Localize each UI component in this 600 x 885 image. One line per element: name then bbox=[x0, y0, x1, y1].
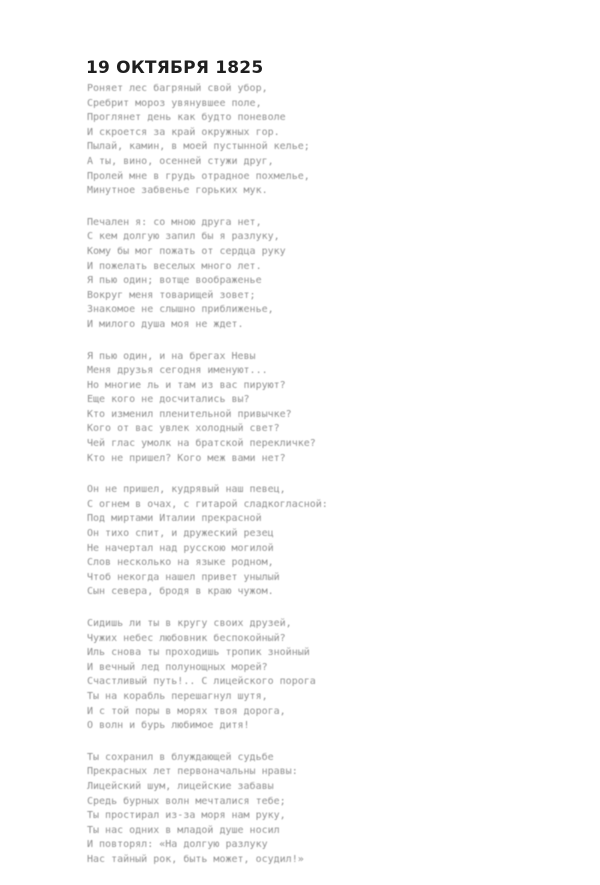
poem-line: С огнем в очах, с гитарой сладкогласной: bbox=[87, 498, 328, 510]
poem-line: Чтоб некогда нашел привет унылый bbox=[87, 571, 280, 583]
poem-line: Знакомое не слышно приближенье, bbox=[87, 304, 274, 316]
poem-line: Я пью один, и на брегах Невы bbox=[87, 350, 256, 362]
poem-line: Ты на корабль перешагнул шутя, bbox=[87, 690, 268, 702]
poem-line: Ты сохранил в блуждающей судьбе bbox=[87, 751, 274, 763]
poem-line: Кто не пришел? Кого меж вами нет? bbox=[87, 452, 286, 464]
poem-line: Слов несколько на языке родном, bbox=[87, 557, 274, 569]
poem-line: Кто изменил пленительной привычке? bbox=[87, 408, 292, 420]
poem-line: Нас тайный рок, быть может, осудил!» bbox=[87, 853, 304, 865]
poem-line: Чей глас умолк на братской перекличке? bbox=[87, 438, 316, 450]
poem-line: Счастливый путь!.. С лицейского порога bbox=[87, 676, 316, 688]
poem-line: Сребрит мороз увянувшее поле, bbox=[87, 97, 262, 109]
poem-line: И пожелать веселых много лет. bbox=[87, 260, 262, 272]
poem-line: Пролей мне в грудь отрадное похмелье, bbox=[87, 170, 310, 182]
poem-line: Печален я: со мною друга нет, bbox=[87, 216, 262, 228]
poem-line: Кому бы мог пожать от сердца руку bbox=[87, 245, 286, 257]
poem-line: Вокруг меня товарищей зовет; bbox=[87, 289, 256, 301]
poem-line: Еще кого не досчитались вы? bbox=[87, 394, 250, 406]
stanza-2 bbox=[87, 216, 387, 333]
poem-line: С кем долгую запил бы я разлуку, bbox=[87, 231, 280, 243]
poem-line: Проглянет день как будто поневоле bbox=[87, 112, 286, 124]
poem-line: Я пью один; вотще воображенье bbox=[87, 275, 262, 287]
poem-line: И милого душа моя не ждет. bbox=[87, 318, 244, 330]
poem-title: 19 ОКТЯБРЯ 1825 bbox=[86, 58, 264, 78]
stanza-1 bbox=[87, 82, 387, 199]
poem-line: Пылай, камин, в моей пустынной келье; bbox=[87, 141, 310, 153]
poem-line: Лицейский шум, лицейские забавы bbox=[87, 780, 274, 792]
poem-line: Он тихо спит, и дружеский резец bbox=[87, 528, 274, 540]
poem-line: Он не пришел, кудрявый наш певец, bbox=[87, 484, 286, 496]
poem-line: Средь бурных волн мечталися тебе; bbox=[87, 795, 286, 807]
poem-line: О волн и бурь любимое дитя! bbox=[87, 720, 250, 732]
stanza-5 bbox=[87, 617, 387, 734]
poem-line: И скроется за край окружных гор. bbox=[87, 126, 280, 138]
poem-line: И повторял: «На долгую разлуку bbox=[87, 839, 268, 851]
poem-line: А ты, вино, осенней стужи друг, bbox=[87, 155, 274, 167]
poem-line: Ты простирал из-за моря нам руку, bbox=[87, 810, 286, 822]
poem-line: Иль снова ты проходишь тропик знойный bbox=[87, 647, 310, 659]
poem-line: Чужих небес любовник беспокойный? bbox=[87, 632, 286, 644]
poem-line: Кого от вас увлек холодный свет? bbox=[87, 423, 280, 435]
stanza-4 bbox=[87, 483, 387, 600]
poem-line: Сидишь ли ты в кругу своих друзей, bbox=[87, 618, 292, 629]
poem-line: Не начертал над русскою могилой bbox=[87, 542, 274, 554]
poem-line: Меня друзья сегодня именуют... bbox=[87, 365, 268, 377]
poem-line: И вечный лед полунощных морей? bbox=[87, 661, 268, 673]
poem-line: Но многие ль и там из вас пируют? bbox=[87, 379, 286, 391]
poem-line: Сын севера, бродя в краю чужом. bbox=[87, 586, 274, 598]
poem-line: Под миртами Италии прекрасной bbox=[87, 513, 262, 525]
poem-line: Роняет лес багряный свой убор, bbox=[87, 83, 268, 94]
poem-body bbox=[87, 82, 387, 885]
poem-line: Ты нас одних в младой душе носил bbox=[87, 824, 280, 836]
poem-line: Минутное забвенье горьких мук. bbox=[87, 185, 268, 197]
stanza-3 bbox=[87, 350, 387, 467]
poem-line: И с той поры в морях твоя дорога, bbox=[87, 705, 286, 717]
poem-line: Прекрасных лет первоначальны нравы: bbox=[87, 766, 298, 778]
